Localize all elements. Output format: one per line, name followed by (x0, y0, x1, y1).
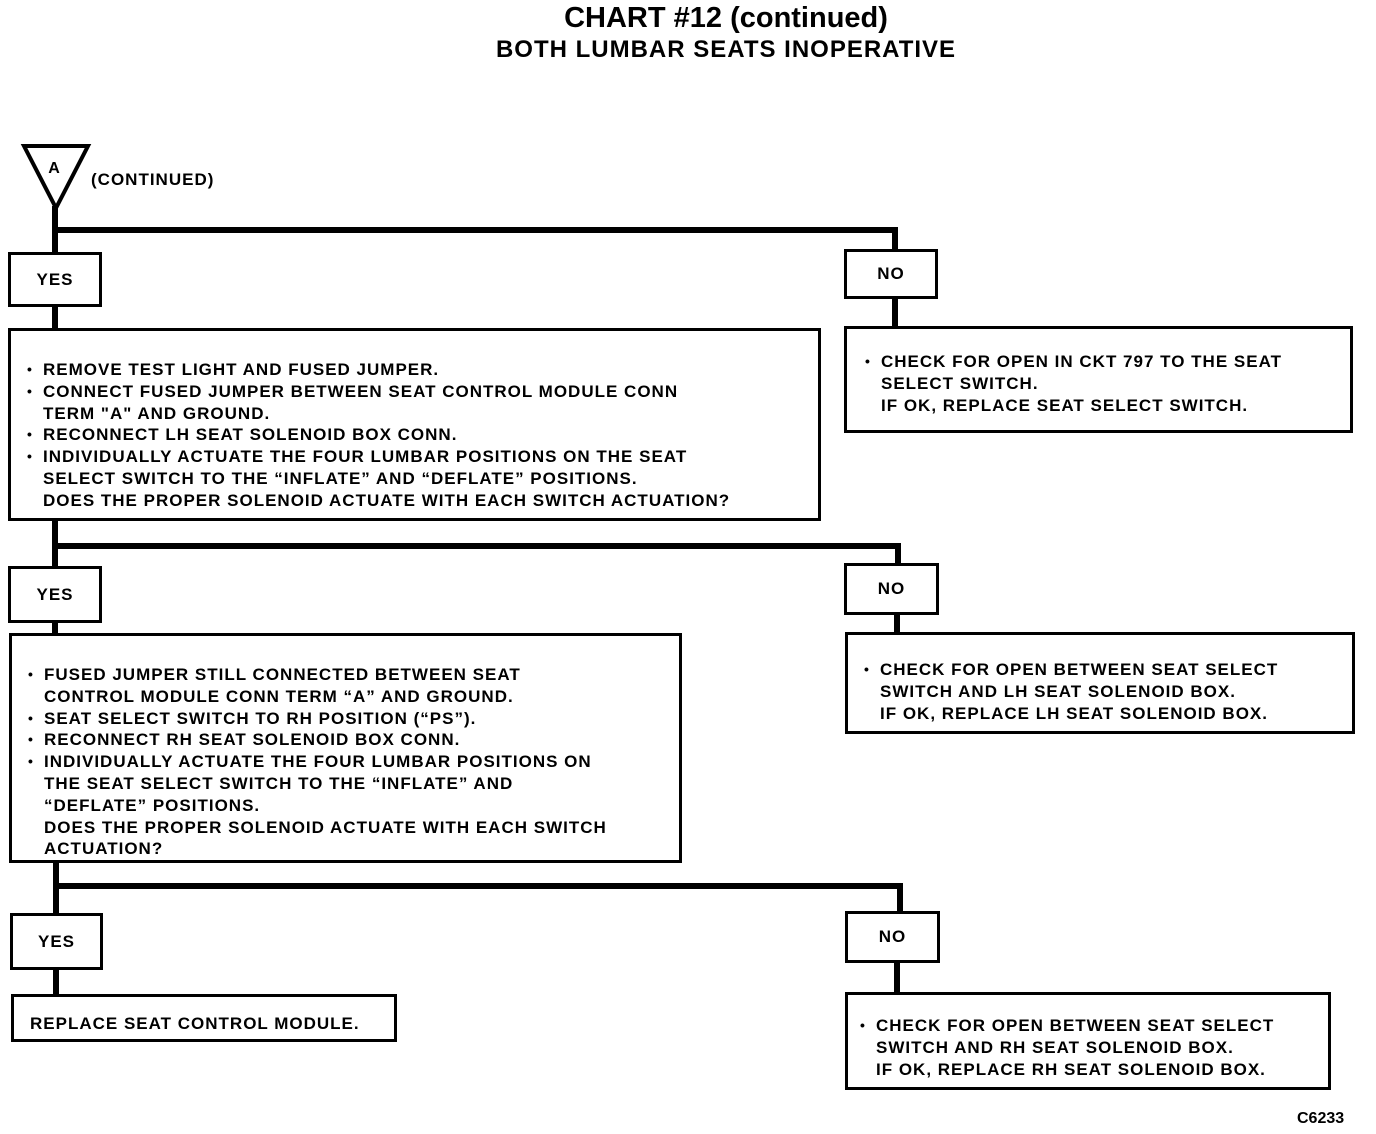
step1-line-text: INDIVIDUALLY ACTUATE THE FOUR LUMBAR POSITIONS ON THE SEAT (43, 447, 688, 467)
connector-line (894, 613, 900, 634)
step1-line-text: DOES THE PROPER SOLENOID ACTUATE WITH EACH SWITCH ACTUATION? (43, 490, 731, 510)
step1-line-text: REMOVE TEST LIGHT AND FUSED JUMPER. (43, 360, 440, 379)
step2-line (28, 773, 679, 795)
step1-line-text: RECONNECT LH SEAT SOLENOID BOX CONN. (43, 425, 458, 445)
no2-line-text: SWITCH AND LH SEAT SOLENOID BOX. (880, 681, 1236, 701)
no1-box (844, 326, 1353, 433)
connector-line (53, 883, 903, 889)
bullet-icon (860, 1037, 876, 1059)
no3-line (860, 1037, 1328, 1059)
no-box-3: NO (845, 911, 940, 963)
connector-line (52, 543, 901, 549)
step2-line (28, 795, 679, 817)
step2-box (9, 633, 682, 863)
no3-line (860, 1059, 1328, 1081)
bullet-icon (27, 403, 43, 425)
bullet-icon (27, 490, 43, 512)
connector-line (53, 968, 59, 996)
step1-line (27, 424, 818, 446)
yes-box-1: YES (8, 252, 102, 307)
step1-line (27, 446, 818, 468)
bullet-icon: • (864, 661, 870, 677)
no3-line (860, 1015, 1328, 1037)
no2-line (864, 681, 1352, 703)
no1-line-text: SELECT SWITCH. (881, 373, 1039, 393)
step2-line-text: INDIVIDUALLY ACTUATE THE FOUR LUMBAR POSITIONS ON (44, 752, 592, 772)
no2-box (845, 632, 1355, 734)
no3-box (845, 992, 1331, 1090)
step2-line-text: RECONNECT RH SEAT SOLENOID BOX CONN. (44, 730, 461, 750)
figure-code: C6233 (1297, 1110, 1345, 1127)
yes3-result-box (11, 994, 397, 1042)
connector-line (892, 297, 898, 328)
bullet-icon: • (860, 1017, 866, 1033)
step2-line (28, 817, 679, 839)
no1-line (865, 373, 1350, 395)
connector-a-triangle-icon (20, 142, 94, 216)
step2-line (28, 729, 679, 751)
yes-box-3: YES (10, 913, 103, 970)
bullet-icon (28, 773, 44, 795)
connector-line (895, 543, 901, 565)
connector-line (52, 227, 898, 233)
step1-line (27, 381, 818, 403)
connector-label: (CONTINUED) (91, 170, 215, 189)
bullet-icon: • (27, 448, 33, 465)
bullet-icon (28, 817, 44, 839)
step2-line (28, 664, 679, 686)
yes-box-2: YES (8, 566, 102, 623)
bullet-icon (27, 468, 43, 490)
step1-line (27, 468, 818, 490)
connector-line (894, 961, 900, 994)
no1-line-text: IF OK, REPLACE SEAT SELECT SWITCH. (881, 395, 1249, 415)
no3-line-text: CHECK FOR OPEN BETWEEN SEAT SELECT (876, 1016, 1275, 1035)
bullet-icon (860, 1059, 876, 1081)
bullet-icon: • (27, 361, 33, 377)
bullet-icon: • (28, 731, 34, 748)
step2-line (28, 708, 679, 730)
step1-line-text: TERM "A" AND GROUND. (43, 403, 271, 423)
bullet-icon: • (27, 426, 33, 443)
step1-line-text: SELECT SWITCH TO THE “INFLATE” AND “DEFLATE” POSITIONS. (43, 468, 638, 488)
no1-line-text: CHECK FOR OPEN IN CKT 797 TO THE SEAT (881, 352, 1282, 371)
connector-line (897, 883, 903, 913)
step2-line (28, 838, 679, 860)
step2-line (28, 686, 679, 708)
bullet-icon: • (865, 353, 871, 369)
no3-line-text: SWITCH AND RH SEAT SOLENOID BOX. (876, 1037, 1234, 1057)
step2-line-text: ACTUATION? (44, 839, 164, 859)
step2-line-text: FUSED JUMPER STILL CONNECTED BETWEEN SEAT (44, 665, 521, 684)
step2-line-text: DOES THE PROPER SOLENOID ACTUATE WITH EACH SWITCH (44, 817, 607, 837)
bullet-icon (864, 703, 880, 725)
connector-line (52, 305, 58, 330)
step2-line-text: CONTROL MODULE CONN TERM “A” AND GROUND. (44, 686, 514, 706)
no1-line (865, 395, 1350, 417)
no1-line (865, 351, 1350, 373)
chart-subtitle: BOTH LUMBAR SEATS INOPERATIVE (495, 36, 957, 63)
step2-line-text: THE SEAT SELECT SWITCH TO THE “INFLATE” AND (44, 773, 514, 793)
no-box-1: NO (844, 249, 938, 299)
step1-line (27, 490, 818, 512)
bullet-icon: • (27, 382, 33, 399)
bullet-icon (28, 795, 44, 817)
no2-line-text: CHECK FOR OPEN BETWEEN SEAT SELECT (880, 660, 1279, 679)
bullet-icon (865, 373, 881, 395)
step1-box (8, 328, 821, 521)
bullet-icon: • (28, 753, 34, 770)
chart-title: CHART #12 (continued) (564, 2, 888, 34)
step2-line (28, 751, 679, 773)
step1-line-text: CONNECT FUSED JUMPER BETWEEN SEAT CONTROL MODULE CONN (43, 381, 679, 401)
yes3-result-text: REPLACE SEAT CONTROL MODULE. (30, 1014, 360, 1033)
step1-line (27, 359, 818, 381)
step2-line-text: “DEFLATE” POSITIONS. (44, 795, 261, 815)
no-box-2: NO (844, 563, 939, 615)
connector-letter: A (48, 160, 60, 177)
step2-line-text: SEAT SELECT SWITCH TO RH POSITION (“PS”). (44, 708, 477, 728)
no3-line-text: IF OK, REPLACE RH SEAT SOLENOID BOX. (876, 1059, 1266, 1079)
no2-line (864, 703, 1352, 725)
no2-line-text: IF OK, REPLACE LH SEAT SOLENOID BOX. (880, 703, 1268, 723)
bullet-icon (864, 681, 880, 703)
no2-line (864, 659, 1352, 681)
bullet-icon: • (28, 709, 34, 726)
bullet-icon (865, 395, 881, 417)
bullet-icon (28, 838, 44, 860)
bullet-icon (28, 686, 44, 708)
step1-line (27, 403, 818, 425)
connector-line (892, 227, 898, 251)
bullet-icon: • (28, 666, 34, 682)
